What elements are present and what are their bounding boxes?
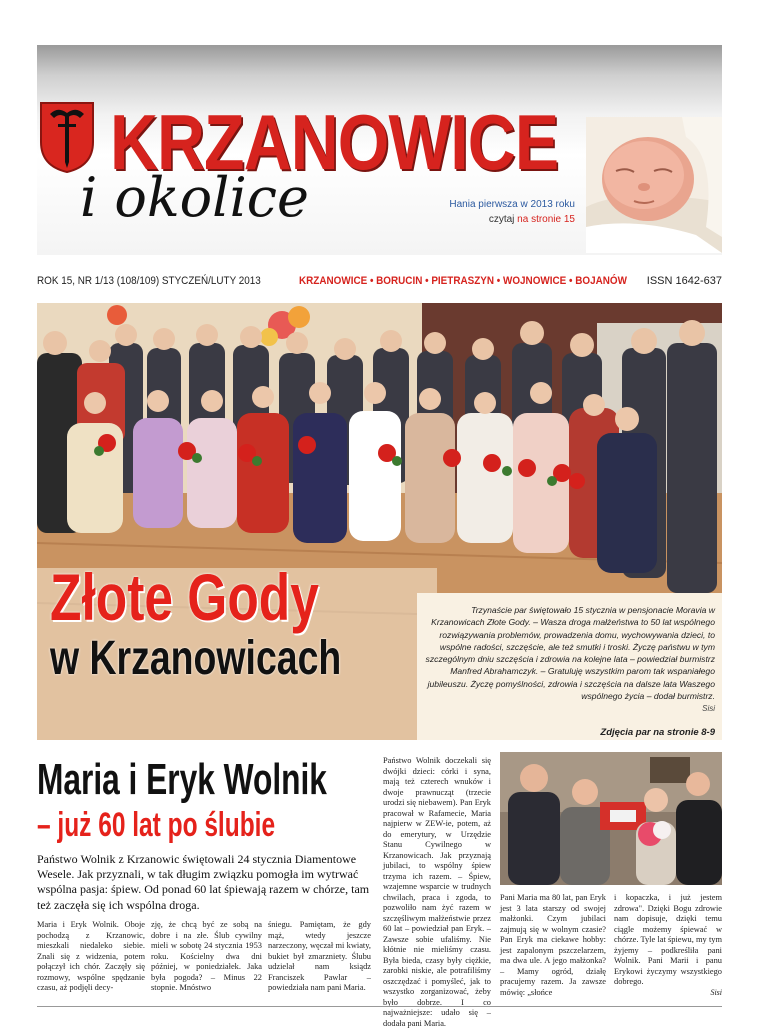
teaser-page-link[interactable]: na stronie 15 — [517, 214, 575, 225]
article-title: Maria i Eryk Wolnik — [37, 755, 327, 804]
newborn-baby-photo — [586, 117, 722, 253]
issn-number: ISSN 1642-637 — [646, 275, 722, 287]
newspaper-title: KRZANOWICE — [110, 98, 559, 186]
baby-teaser — [425, 197, 575, 227]
wolnik-couple-photo — [500, 752, 722, 885]
issue-info-bar — [37, 274, 722, 288]
feature-signature: Sisi — [702, 704, 715, 714]
feature-headline: Złote Gody — [50, 560, 319, 634]
teaser-prefix: czytaj — [488, 214, 518, 225]
bottom-divider — [37, 1006, 722, 1007]
issue-number: ROK 15, NR 1/13 (108/109) STYCZEŃ/LUTY 2013 — [37, 275, 261, 287]
article-column-2: zję, że chcą być ze sobą na dobre i na złe. Ślub cywilny mieli w sobotę 24 stycznia 1953 roku. Kościelny dwa dni później, w poniedziałek. Jaka była pogoda? – Minus 22 stopnie. Mnóstwo — [151, 920, 262, 992]
article-column-6 — [614, 893, 722, 998]
feature-headline-location: w Krzanowicach — [50, 632, 342, 685]
article-column-5: Pani Maria ma 80 lat, pan Eryk jest 3 lata starszy od swojej małżonki. Czym jubilaci zajmują się w wolnym czasie? Pan Eryk ma ciekawe hobby: jest zapalonym pszczelarzem, ma dwa ule. A jego małżonka? – Mamy ogród, działę pracujemy razem. Ja zawsze mówię: „słońce — [500, 893, 606, 997]
feature-photos-reference[interactable]: Zdjęcia par na stronie 8-9 — [600, 727, 715, 738]
article-column-3: śniegu. Pamiętam, że gdy mąż, wtedy jeszcze narzeczony, węczał mi kwiaty, bukiet był zmarzniety. Ślubu udzielał nam ksiądz Franciszek Pawlar – powiedziała nam pani Maria. — [268, 920, 371, 992]
newspaper-subtitle: i okolice — [80, 166, 309, 229]
article-column-4: Państwo Wolnik doczekali się dwójki dzieci: córki i syna, mają też czterech wnuków i dwoje prawnucząt (trzecie urodzi się niebawem). Pan Eryk pracował w Rafamecie, Maria najpierw w ZEW-ie, potem, aż do emerytury, w Urzędzie Stanu Cywilnego w Krzanowicach. Jak przyznają jubilaci, to wspólny śpiew trzyma ich razem. – Śpiew, wzajemne wsparcie w trudnych chwilach, praca i zgoda, to pozwoliło nam żyć razem w szczęśliwym małżeństwie przez 60 lat – powiedział pan Eryk. – Zawsze sobie ufaliśmy. Nie kłótnie nie mieliśmy czasu. Była bieda, czasy były ciężkie, zarobki niskie, ale potrafiliśmy oszczędzać i pomyśleć, jak to wszystko zorganizować, żeby było dobrze. I co najważniejsze: udało się – dodała pani Maria. — [383, 756, 491, 1028]
article-column-1: Maria i Eryk Wolnik. Oboje pochodzą z Krzanowic, mieszkali niedaleko siebie. Znali się z widzenia, potem połączył ich chór. Zaczęły się rozmowy, wspólne spędzanie czasu, aż podjęli decy- — [37, 920, 145, 992]
teaser-page-ref[interactable] — [425, 212, 575, 227]
article-column-6-text: i kopaczka, i już jestem zdrowa". Dzięki Bogu zdrowie nam dopisuje, dzięki temu ciągle możemy śpiewać w chórze. Tyle lat śpiewu, my tym żyjemy – podkreśliła pani Wolnik. Pani Marii i panu Erykowi życzymy wszystkiego dobrego. — [614, 893, 722, 986]
article-lead: Państwo Wolnik z Krzanowic świętowali 24 stycznia Diamentowe Wesele. Jak przyznali, w tak długim związku pomogła im wytrwać wspólna pasja: śpiew. Od ponad 60 lat śpiewają razem w chórze, tam też zaczęła się ich wspólna droga. — [37, 852, 370, 912]
krzanowice-coat-of-arms — [38, 100, 96, 174]
teaser-headline: Hania pierwsza w 2013 roku — [449, 199, 575, 210]
feature-text: Trzynaście par świętowało 15 stycznia w pensjonacie Moravia w Krzanowicach Złote Gody. – Wasza droga małżeństwa to 50 lat wspólnego rozwiązywania problemów, prowadzenia domu, wychowywania dzieci, to wspólne radości, szczęście, ale też smutki i troski. Życzę państwu w tym szczególnym dniu szczęścia i zdrowia na kolejne lata – powiedział burmistrz Manfred Abrahamczyk. – Gratuluję wszystkim parom tak wspaniałego jubileuszu. Życzę pomyślności, zdrowia i szczęścia na dalsze lata Waszego wspólnego życia – dodał burmistrz. — [425, 605, 715, 702]
article-signature: Sisi — [710, 987, 722, 997]
village-list: KRZANOWICE • BORUCIN • PIETRASZYN • WOJNOWICE • BOJANÓW — [299, 275, 627, 287]
feature-body — [425, 604, 715, 716]
article-subtitle: – już 60 lat po ślubie — [37, 806, 276, 844]
